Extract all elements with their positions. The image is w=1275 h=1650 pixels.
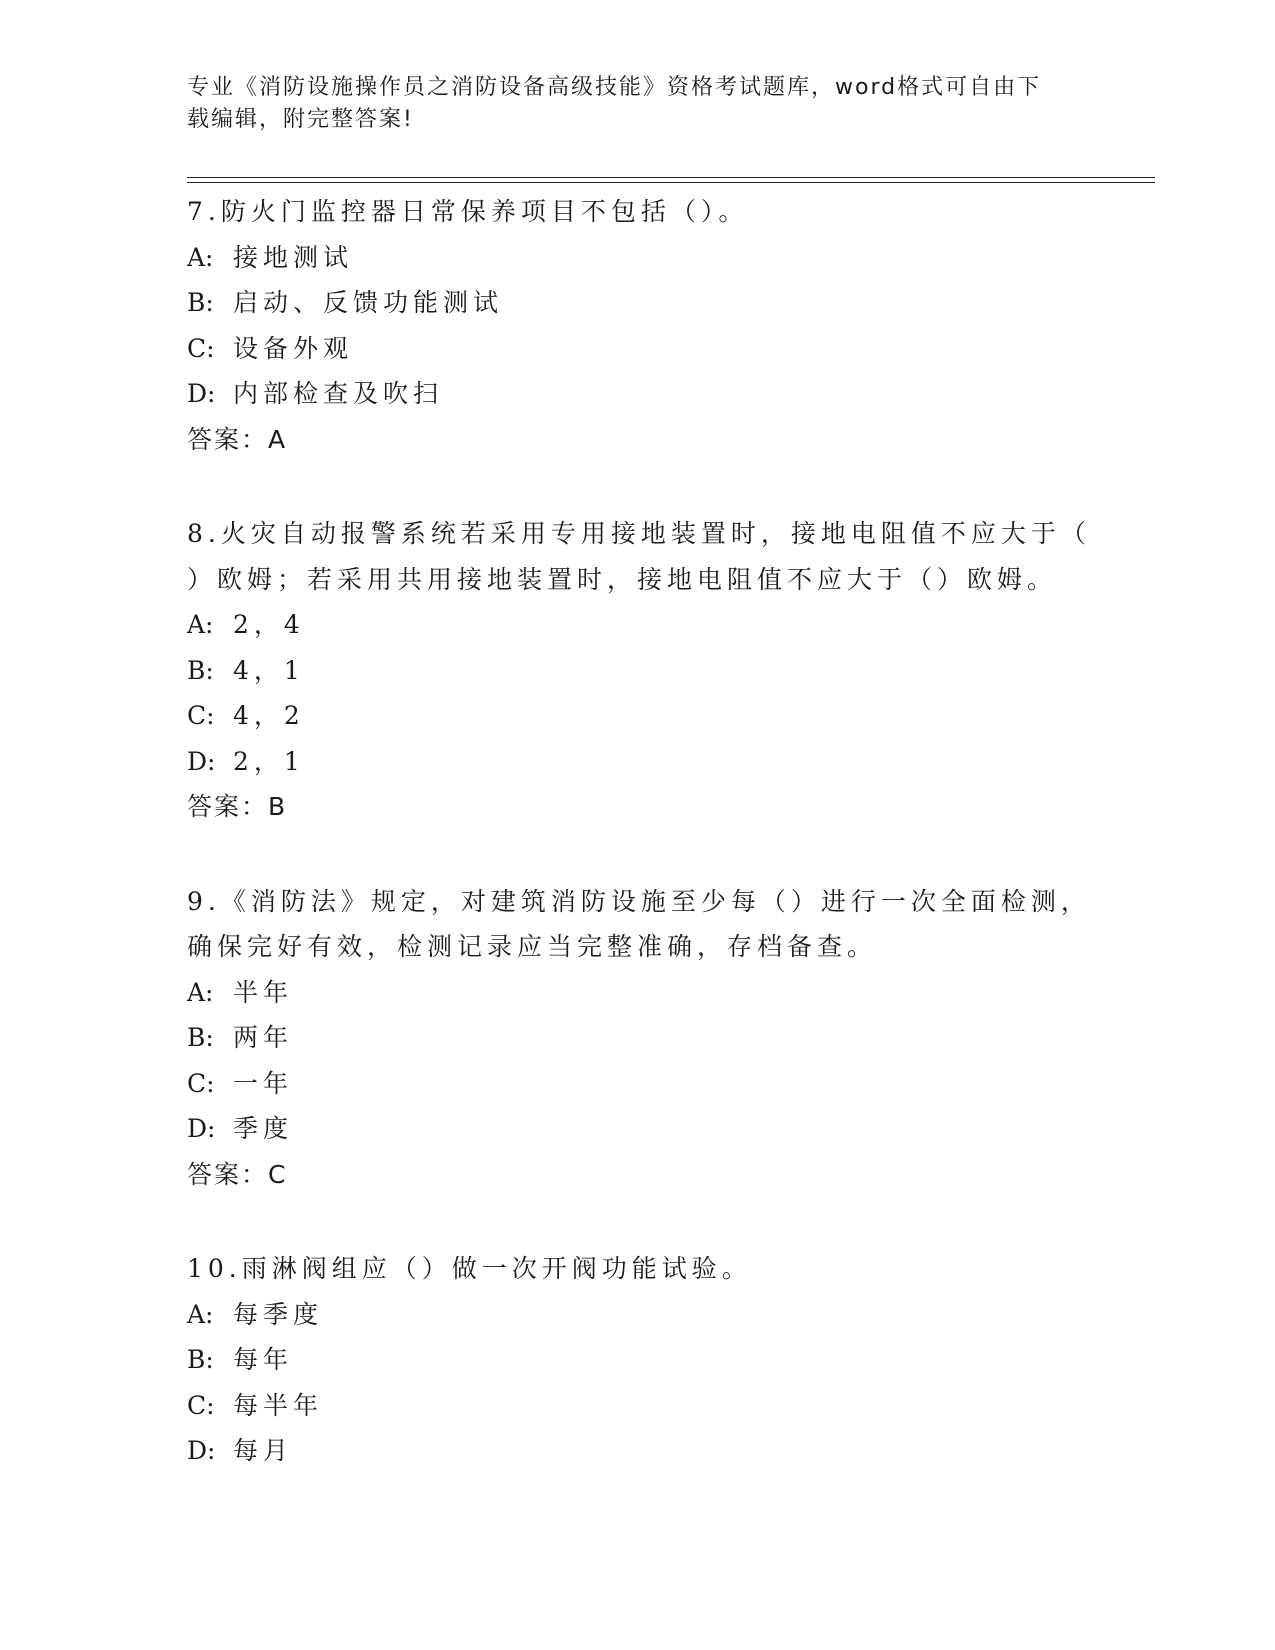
option-key: D: <box>187 746 216 776</box>
option-a <box>187 1292 1067 1338</box>
option-text: 4，1 <box>233 655 305 685</box>
option-text: 内部检查及吹扫 <box>233 379 444 408</box>
option-a <box>187 970 1067 1016</box>
option-text: 每季度 <box>233 1299 324 1329</box>
option-d <box>187 371 1067 417</box>
option-b <box>187 1337 1067 1383</box>
option-d <box>187 1428 1067 1474</box>
question-stem: 7.防火门监控器日常保养项目不包括（）。 <box>187 197 749 226</box>
question-7 <box>187 189 1067 462</box>
question-stem: 8.火灾自动报警系统若采用专用接地装置时，接地电阻值不应大于（ <box>187 519 1091 548</box>
option-key: B: <box>187 655 214 685</box>
option-text: 季度 <box>233 1114 294 1143</box>
option-text: 两年 <box>233 1023 294 1052</box>
option-key: D: <box>187 1114 216 1143</box>
option-b <box>187 280 1067 326</box>
option-c <box>187 693 1067 739</box>
option-text: 一年 <box>233 1068 294 1098</box>
option-key: A: <box>187 242 214 272</box>
option-c <box>187 1061 1067 1107</box>
option-text: 接地测试 <box>233 242 354 272</box>
option-key: A: <box>187 610 214 639</box>
question-stem-continued: ）欧姆；若采用共用接地装置时，接地电阻值不应大于（）欧姆。 <box>187 564 1058 594</box>
question-stem-continued: 确保完好有效，检测记录应当完整准确，存档备查。 <box>187 932 878 961</box>
answer: 答案：C <box>187 1159 288 1189</box>
option-key: C: <box>187 1390 215 1420</box>
option-key: B: <box>187 288 214 317</box>
option-key: B: <box>187 1345 214 1374</box>
header-rule-top <box>187 177 1155 178</box>
option-text: 半年 <box>233 977 294 1007</box>
document-header <box>187 72 1087 136</box>
option-text: 2，1 <box>233 746 305 776</box>
option-key: C: <box>187 333 215 363</box>
option-text: 设备外观 <box>233 333 354 363</box>
option-key: C: <box>187 1068 215 1098</box>
question-10 <box>187 1246 1067 1474</box>
option-a <box>187 602 1067 648</box>
question-list <box>187 189 1091 1523</box>
option-text: 2，4 <box>233 610 305 639</box>
option-text: 每半年 <box>233 1390 324 1420</box>
option-key: A: <box>187 977 214 1007</box>
option-b <box>187 648 1067 694</box>
option-key: D: <box>187 379 216 408</box>
option-c <box>187 1383 1067 1429</box>
option-d <box>187 1106 1067 1152</box>
option-text: 每月 <box>233 1436 294 1465</box>
option-c <box>187 326 1067 372</box>
question-stem: 10.雨淋阀组应（）做一次开阀功能试验。 <box>187 1254 752 1283</box>
header-rule-bottom <box>187 182 1155 183</box>
option-key: C: <box>187 701 215 730</box>
option-key: A: <box>187 1299 214 1329</box>
question-stem: 9.《消防法》规定，对建筑消防设施至少每（）进行一次全面检测， <box>187 886 1091 916</box>
answer: 答案：A <box>187 424 288 454</box>
option-text: 4，2 <box>233 701 305 730</box>
header-line-2: 载编辑，附完整答案! <box>187 107 414 132</box>
option-text: 启动、反馈功能测试 <box>233 288 504 317</box>
question-9 <box>187 879 1091 1198</box>
option-d <box>187 739 1067 785</box>
option-b <box>187 1015 1067 1061</box>
question-8 <box>187 511 1091 830</box>
option-key: B: <box>187 1023 214 1052</box>
option-text: 每年 <box>233 1345 294 1374</box>
answer: 答案：B <box>187 792 288 821</box>
option-a <box>187 235 1067 281</box>
header-line-1: 专业《消防设施操作员之消防设备高级技能》资格考试题库，word格式可自由下 <box>187 75 1042 100</box>
option-key: D: <box>187 1436 216 1465</box>
